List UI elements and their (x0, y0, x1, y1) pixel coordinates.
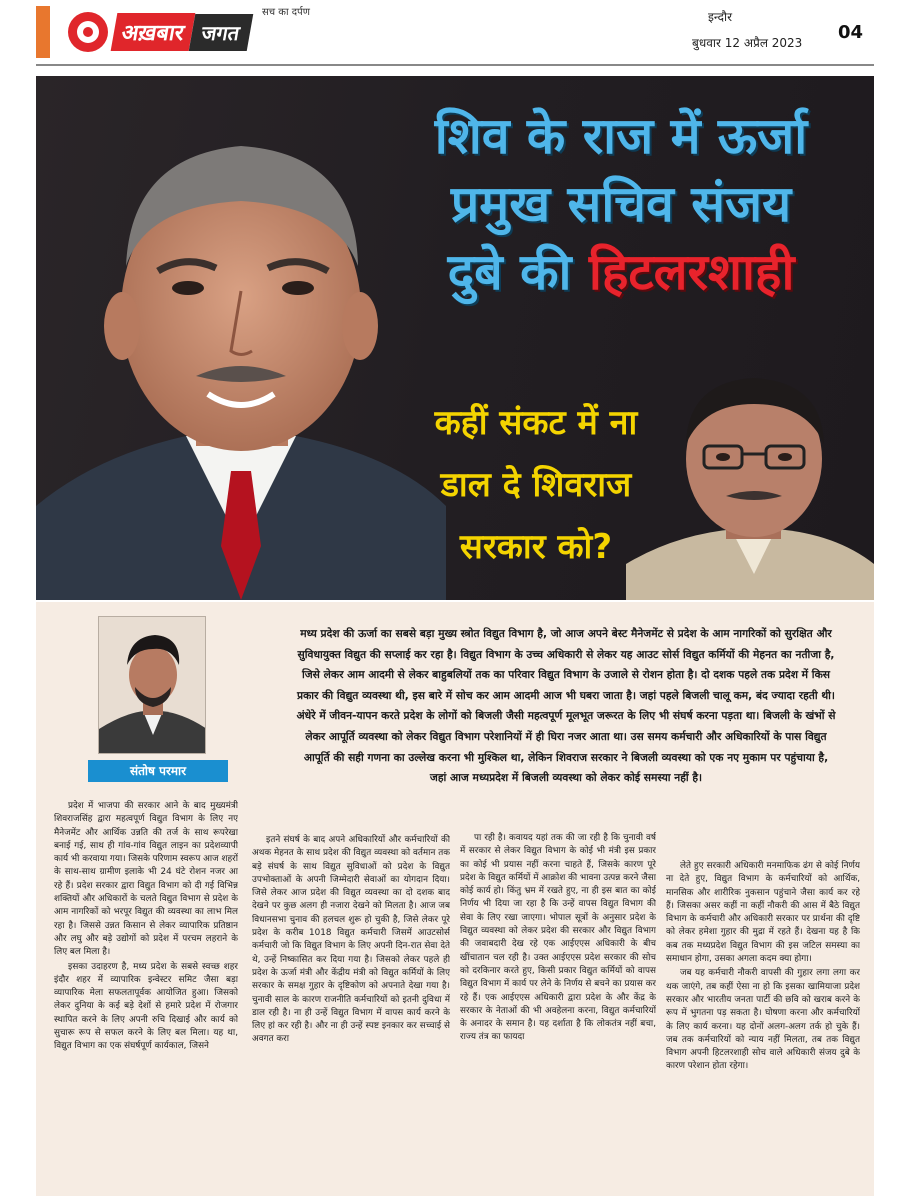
logo-swirl-icon (68, 12, 108, 52)
column-4-paragraph-1: लेते हुए सरकारी अधिकारी मनमाफिक ढंग से कोई निर्णय ना देते हुए, विद्युत विभाग के कर्मचारियों को आर्थिक, मानसिक और शारीरिक नुकसान पहुंचाने जैसा कार्य कर रहे हैं। जिसका असर कहीं ना कहीं नौकरी की आस में बैठे विद्युत विभाग के कर्मचारी और अधिकारी सरकार पर प्रार्थना की दृष्टि को लेकर हमेशा गुहार की मुद्रा में रहते हैं। देखना यह है कि कब तक मध्यप्रदेश विद्युत विभाग की इस जटिल समस्या का समाधान होगा, उसका अगला कदम क्या होगा। (666, 861, 860, 965)
official-portrait (36, 76, 446, 600)
column-3-paragraph-1: पा रही है। कवायद यहां तक की जा रही है कि चुनावी वर्ष में सरकार से लेकर विद्युत विभाग के कोई भी मंत्री इस प्रकार का कोई भी प्रयास नहीं करना चाहते हैं, जिसके कारण पूरे प्रदेश के विद्युत कर्मियों में आक्रोश की भावना उत्पन्न करने जैसा कोई कार्य हो। किंतु भ्रम में रखते हुए, ना ही इस बात का कोई निर्णय भी दिया जा रहा है कि उन्हें वापस विद्युत विभाग की सेवा के लिए रखा जाएगा। भोपाल सूत्रों के अनुसार प्रदेश के विद्युत व्यवस्था को लेकर प्रदेश की सरकार और विद्युत विभाग की जवाबदारी देख रहे एक आईएएस अधिकारी के बीच खींचातान चल रही है। उक्त आईएएस प्रदेश सरकार की सोच को दरकिनार करते हुए, किसी प्रकार विद्युत कर्मियों को वापस विद्युत विभाग में कार्य पर लेने के निर्णय से बचने का प्रयास कर रहे हैं। एक आईएएस अधिकारी द्वारा प्रदेश के और केंद्र के सरकार के नेताओं की भी अवहेलना करना, विद्युत कर्मचारियों के अनादर के समान है। यह दर्शाता है कि लोकतंत्र नहीं बचा, राज्य तंत्र का फायदा (460, 833, 656, 1043)
article-intro: मध्य प्रदेश की ऊर्जा का सबसे बड़ा मुख्य स्त्रोत विद्युत विभाग है, जो आज अपने बेस्ट मैनेजमेंट से प्रदेश के आम नागरिकों को सुरक्षित और सुविधायुक्त विद्युत की सप्लाई कर रहा है। विद्युत विभाग के उच्च अधिकारी से लेकर यह आउट सोर्स विद्युत कर्मियों की मेहनत का नतीजा है, जिसे लेकर आम आदमी से लेकर बाहुबलियों तक का परिवार विद्युत विभाग के उजाले से रोशन होता है। दो दशक पहले तक प्रदेश में किस प्रकार की विद्युत व्यवस्था थी, इस बारे में सोच कर आम आदमी आज भी घबरा जाता है। जहां पहले बिजली चालू कम, बंद ज्यादा रहती थी। अंधेरे में जीवन-यापन करते प्रदेश के लोगों को बिजली जैसी महत्वपूर्ण मूलभूत जरूरत के लिए भी संघर्ष करना पड़ता था। बिजली के खंभों से लेकर आपूर्ति व्यवस्था को लेकर विद्युत विभाग परेशानियों में ही घिरा नजर आता था। उस समय कर्मचारी और अधिकारियों के पास विद्युत आपूर्ति की सही गणना का उल्लेख करना भी मुश्किल था, लेकिन शिवराज सरकार ने बिजली व्यवस्था को एक नए मुकाम पर पहुंचाया है, जहां आज मध्यप्रदेश में बिजली व्यवस्था को लेकर कोई समस्या नहीं है। (296, 627, 836, 785)
column-1-paragraph-2: इसका उदाहरण है, मध्य प्रदेश के सबसे स्वच्छ शहर इंदौर शहर में व्यापारिक इन्वेस्टर समिट जैसा बड़ा व्यापारिक मेला सफलतापूर्वक आयोजित हुआ। जिसको लेकर दुनिया के कई बड़े देशों से हमारे प्रदेश में रोजगार स्थापित करने के लिए अपनी रुचि दिखाई और कार्य को सुचारू रूप से सफल करने के लिए बल मिला। यह था, विद्युत विभाग का एक संघर्षपूर्ण कार्यकाल, जिसने (54, 961, 238, 1052)
masthead (0, 0, 908, 62)
article-column-4 (666, 860, 860, 1188)
headline-line-3 (386, 238, 856, 306)
brand-word-1: अख़बार (111, 13, 196, 51)
column-2-paragraph-1: इतने संघर्ष के बाद अपने अधिकारियों और कर्मचारियों की अथक मेहनत के साथ प्रदेश की विद्युत व्यवस्था को वर्तमान तक बड़े संघर्ष के साथ विद्युत सुविधाओं को प्रदेश के विद्युत उपभोक्ताओं के अपनी जिम्मेदारी सेवाओं का योगदान दिया। जिसे लेकर आज प्रदेश की विद्युत व्यवस्था का दो दशक बाद देखने पर कुछ अलग ही नजारा देखने को मिलता है। आज जब विधानसभा चुनाव की हलचल शुरू हो चुकी है, जिसे लेकर पूरे प्रदेश के करीब 1018 विद्युत कर्मचारी जिसमें आउटसोर्स कर्मचारी जो कि विद्युत विभाग के लिए अपनी दिन-रात सेवा देते थे, उन्हें निष्कासित कर दिया गया है। जिसको लेकर पहले ही प्रदेश के ऊर्जा मंत्री और केंद्रीय मंत्री को विद्युत कर्मियों के लिए सरकार के समक्ष गुहार के दृष्टिकोण को अपनाते देखा गया है। चुनावी साल के कारण राजनीति कर्मचारियों को इतनी दुविधा में डाल रही है। ना ही उन्हें विद्युत विभाग में वापस कार्य करने के लिए हां कर रही है। और ना ही उन्हें स्पष्ट इनकार कर सच्चाई से अवगत करा (252, 835, 450, 1045)
headline-line-2: प्रमुख सचिव संजय (450, 175, 792, 233)
article-column-2 (252, 834, 450, 1188)
headline-line-1: शिव के राज में ऊर्जा (434, 107, 808, 165)
column-1-paragraph-1: प्रदेश में भाजपा की सरकार आने के बाद मुख्यमंत्री शिवराजसिंह द्वारा महत्वपूर्ण विद्युत विभाग के लिए नए मैनेजमेंट और आर्थिक उन्नति की तर्ज के साथ रूपरेखा बनाई गई, साथ ही गांव-गांव विद्युत लाइन का प्रदेशव्यापी कार्य भी करवाया गया। जिसके परिणाम स्वरूप आज शहरों के साथ-साथ ग्रामीण इलाके भी 24 घंटे रोशन नजर आ रहे हैं। प्रदेश सरकार द्वारा विद्युत विभाग को दी गई विभिन्न शक्तियों और अधिकारों के चलते विद्युत विभाग से प्रदेश के आम नागरिकों को भरपूर विद्युत की व्यवस्था का लाभ मिल रहा है। जिससे उन्नत किसान से लेकर व्यापारिक प्रतिष्ठान और लघु और बड़े उद्योगों को प्रदेश में परचम लहराने के लिए बल मिला है। (54, 801, 238, 958)
headline (386, 102, 856, 306)
author-avatar (99, 617, 206, 754)
brand-word-2: जगत (189, 14, 253, 51)
article-column-1 (54, 800, 238, 1188)
newspaper-logo (68, 12, 250, 52)
subheadline-line-3: सरकार को? (459, 527, 613, 567)
masthead-accent-bar (36, 6, 50, 58)
chief-minister-portrait (626, 364, 874, 600)
article-body (36, 602, 874, 1196)
masthead-divider (36, 64, 874, 66)
column-4-paragraph-2: जब यह कर्मचारी नौकरी वापसी की गुहार लगा लगा कर थक जाएंगे, तब कहीं ऐसा ना हो कि इसका खामियाजा प्रदेश सरकार और भारतीय जनता पार्टी की छवि को खराब करने के रूप में भुगतना पड़ सकता है। घोषणा करना और कर्मचारियों के लिए कार्य करना। यह दोनों अलग-अलग तर्क हो चुके हैं। जब तक कर्मचारियों को न्याय नहीं मिलता, तब तक विद्युत विभाग अपनी हिटलरशाही सोच वाले अधिकारी संजय दुबे के कारण परेशान होता रहेगा। (666, 968, 860, 1072)
headline-line-3-red: हिटलरशाही (588, 243, 795, 301)
page-number: 04 (838, 22, 864, 43)
article-columns (36, 798, 874, 1190)
tagline: सच का दर्पण (262, 7, 310, 18)
author-name-badge: संतोष परमार (88, 760, 228, 782)
subheadline-line-1: कहीं संकट में ना (434, 403, 638, 443)
author-photo (98, 616, 206, 754)
article-column-3 (460, 832, 656, 1188)
edition-city: इन्दौर (708, 10, 732, 24)
headline-line-3-blue: दुबे की (447, 243, 572, 301)
hero-banner (36, 76, 874, 600)
edition-date: बुधवार 12 अप्रैल 2023 (692, 36, 803, 50)
subheadline-line-2: डाल दे शिवराज (440, 465, 632, 505)
